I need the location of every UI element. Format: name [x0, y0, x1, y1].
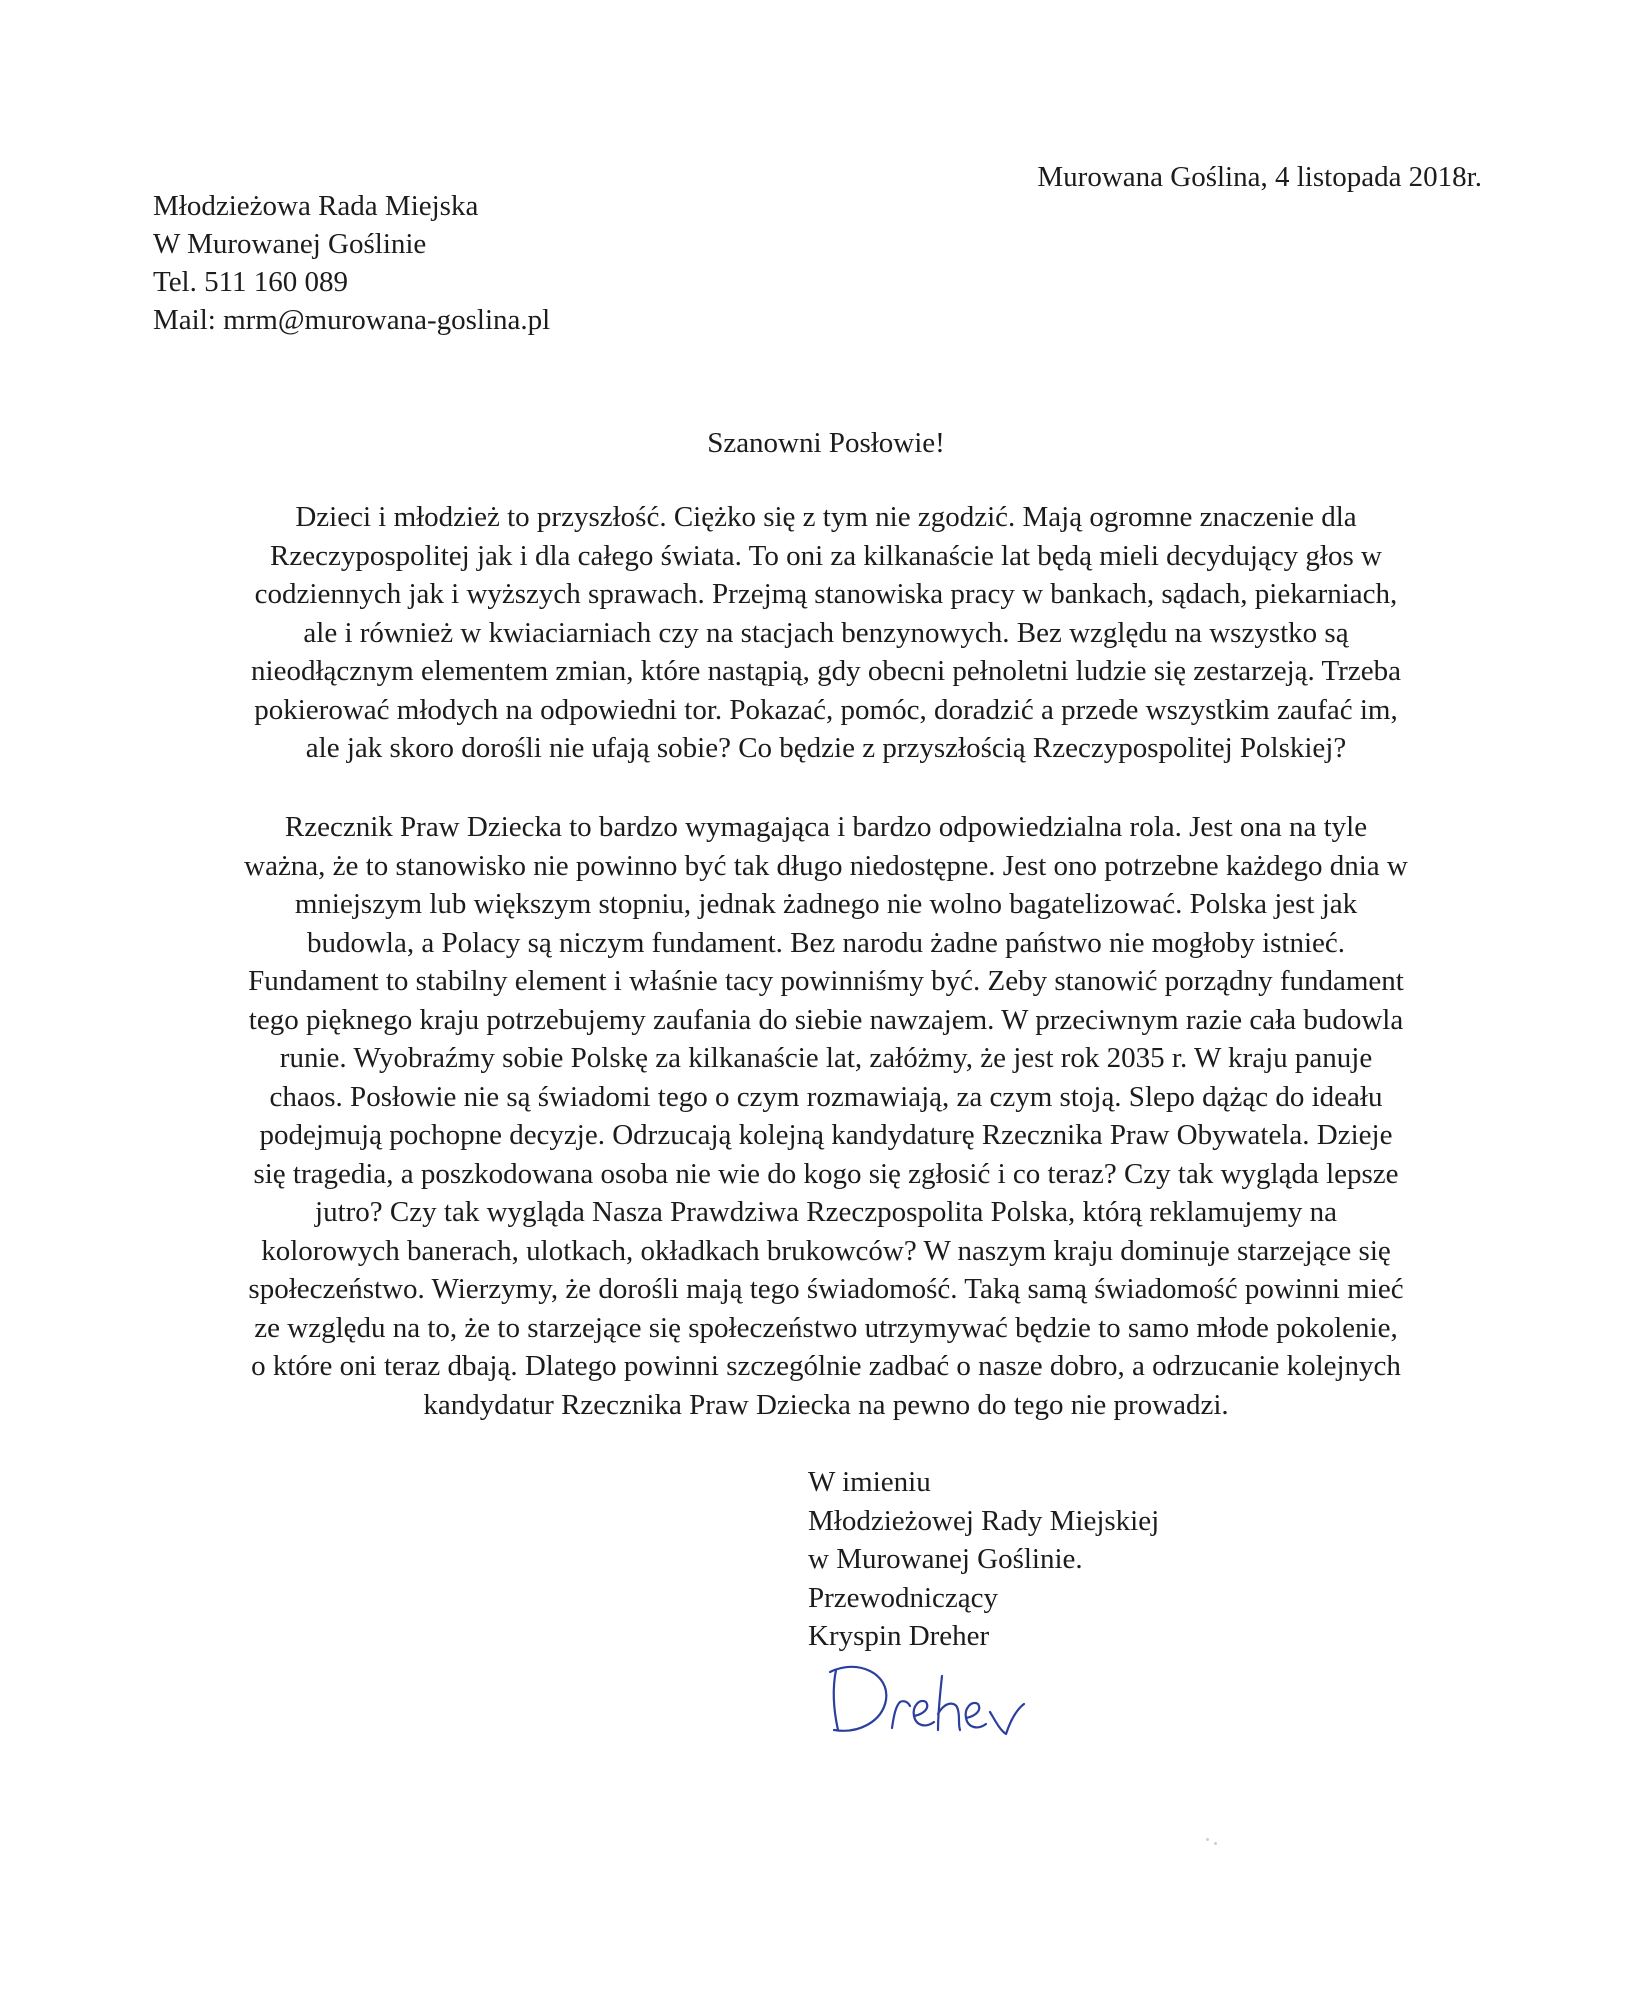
sender-phone: Tel. 511 160 089 [153, 266, 349, 298]
paragraph-line: chaos. Posłowie nie są świadomi tego o czym rozmawiają, za czym stoją. Slepo dążąc do ideału [269, 1080, 1383, 1113]
closing-block [808, 1463, 1159, 1656]
paragraph-line: mniejszym lub większym stopniu, jednak żadnego nie wolno bagatelizować. Polska jest jak [294, 888, 1358, 920]
paragraph-line: runie. Wyobraźmy sobie Polskę za kilkanaście lat, załóżmy, że jest rok 2035 r. W kraju panuje [279, 1042, 1373, 1074]
scan-speck [1206, 1838, 1209, 1841]
sender-email: Mail: mrm@murowana-goslina.pl [153, 304, 551, 336]
closing-line: w Murowanej Goślinie. [808, 1543, 1083, 1575]
paragraph-line: Rzeczypospolitej jak i dla całego świata. To oni za kilkanaście lat będą mieli decydujący głos w [270, 539, 1382, 572]
sender-location: W Murowanej Goślinie [153, 228, 427, 260]
paragraph-line: kolorowych banerach, ulotkach, okładkach brukowców? W naszym kraju dominuje starzejące się [261, 1234, 1391, 1267]
salutation: Szanowni Posłowie! [707, 427, 945, 459]
scan-speck [1214, 1842, 1217, 1845]
paragraph-line: Rzecznik Praw Dziecka to bardzo wymagająca i bardzo odpowiedzialna rola. Jest ona na tyle [284, 811, 1368, 843]
paragraph-line: jutro? Czy tak wygląda Nasza Prawdziwa Rzeczpospolita Polska, którą reklamujemy na [315, 1196, 1337, 1228]
sender-name: Młodzieżowa Rada Miejska [153, 190, 479, 222]
paragraph-line: się tragedia, a poszkodowana osoba nie wie do kogo się zgłosić i co teraz? Czy tak wygląda lepsze [253, 1157, 1399, 1190]
signatory-title: Przewodniczący [808, 1581, 999, 1614]
handwritten-signature [820, 1650, 1040, 1740]
paragraph-line: o które oni teraz dbają. Dlatego powinni szczególnie zadbać o nasze dobro, a odrzucanie kolejnych [251, 1350, 1401, 1382]
date-line: Murowana Goślina, 4 listopada 2018r. [1037, 161, 1482, 193]
paragraph-line: tego pięknego kraju potrzebujemy zaufania do siebie nawzajem. W przeciwnym razie cała budowla [248, 1003, 1404, 1036]
paragraph-line: ze względu na to, że to starzejące się społeczeństwo utrzymywać będzie to samo młode pokolenie, [254, 1311, 1398, 1344]
paragraph-line: społeczeństwo. Wierzymy, że dorośli mają tego świadomość. Taką samą świadomość powinni mieć [248, 1273, 1404, 1305]
paragraph-line: ważna, że to stanowisko nie powinno być tak długo niedostępne. Jest ono potrzebne każdego dnia w [244, 849, 1408, 882]
body-paragraph-2 [0, 808, 1652, 1424]
body-paragraph-1 [0, 498, 1652, 768]
signatory-name: Kryspin Dreher [808, 1620, 990, 1652]
closing-line: Młodzieżowej Rady Miejskiej [808, 1504, 1160, 1537]
paragraph-line: kandydatur Rzecznika Praw Dziecka na pewno do tego nie prowadzi. [423, 1388, 1229, 1421]
sender-block [153, 187, 550, 339]
paragraph-line: ale jak skoro dorośli nie ufają sobie? Co będzie z przyszłością Rzeczypospolitej Polskiej? [305, 732, 1347, 764]
paragraph-line: podejmują pochopne decyzje. Odrzucają kolejną kandydaturę Rzecznika Praw Obywatela. Dzieje [259, 1119, 1393, 1151]
paragraph-line: Dzieci i młodzież to przyszłość. Ciężko się z tym nie zgodzić. Mają ogromne znaczenie dla [295, 501, 1357, 533]
paragraph-line: codziennych jak i wyższych sprawach. Przejmą stanowiska pracy w bankach, sądach, piekarniach, [254, 578, 1398, 610]
paragraph-line: budowla, a Polacy są niczym fundament. Bez narodu żadne państwo nie mogłoby istnieć. [306, 926, 1346, 959]
paragraph-line: Fundament to stabilny element i właśnie tacy powinniśmy być. Zeby stanowić porządny fundament [248, 965, 1404, 997]
paragraph-line: pokierować młodych na odpowiedni tor. Pokazać, pomóc, doradzić a przede wszystkim zaufać im, [254, 693, 1398, 726]
paragraph-line: ale i również w kwiaciarniach czy na stacjach benzynowych. Bez względu na wszystko są [303, 616, 1349, 649]
paragraph-line: nieodłącznym elementem zmian, które nastąpią, gdy obecni pełnoletni ludzie się zestarzeją. Trzeba [251, 655, 1401, 687]
closing-line: W imieniu [808, 1466, 931, 1498]
